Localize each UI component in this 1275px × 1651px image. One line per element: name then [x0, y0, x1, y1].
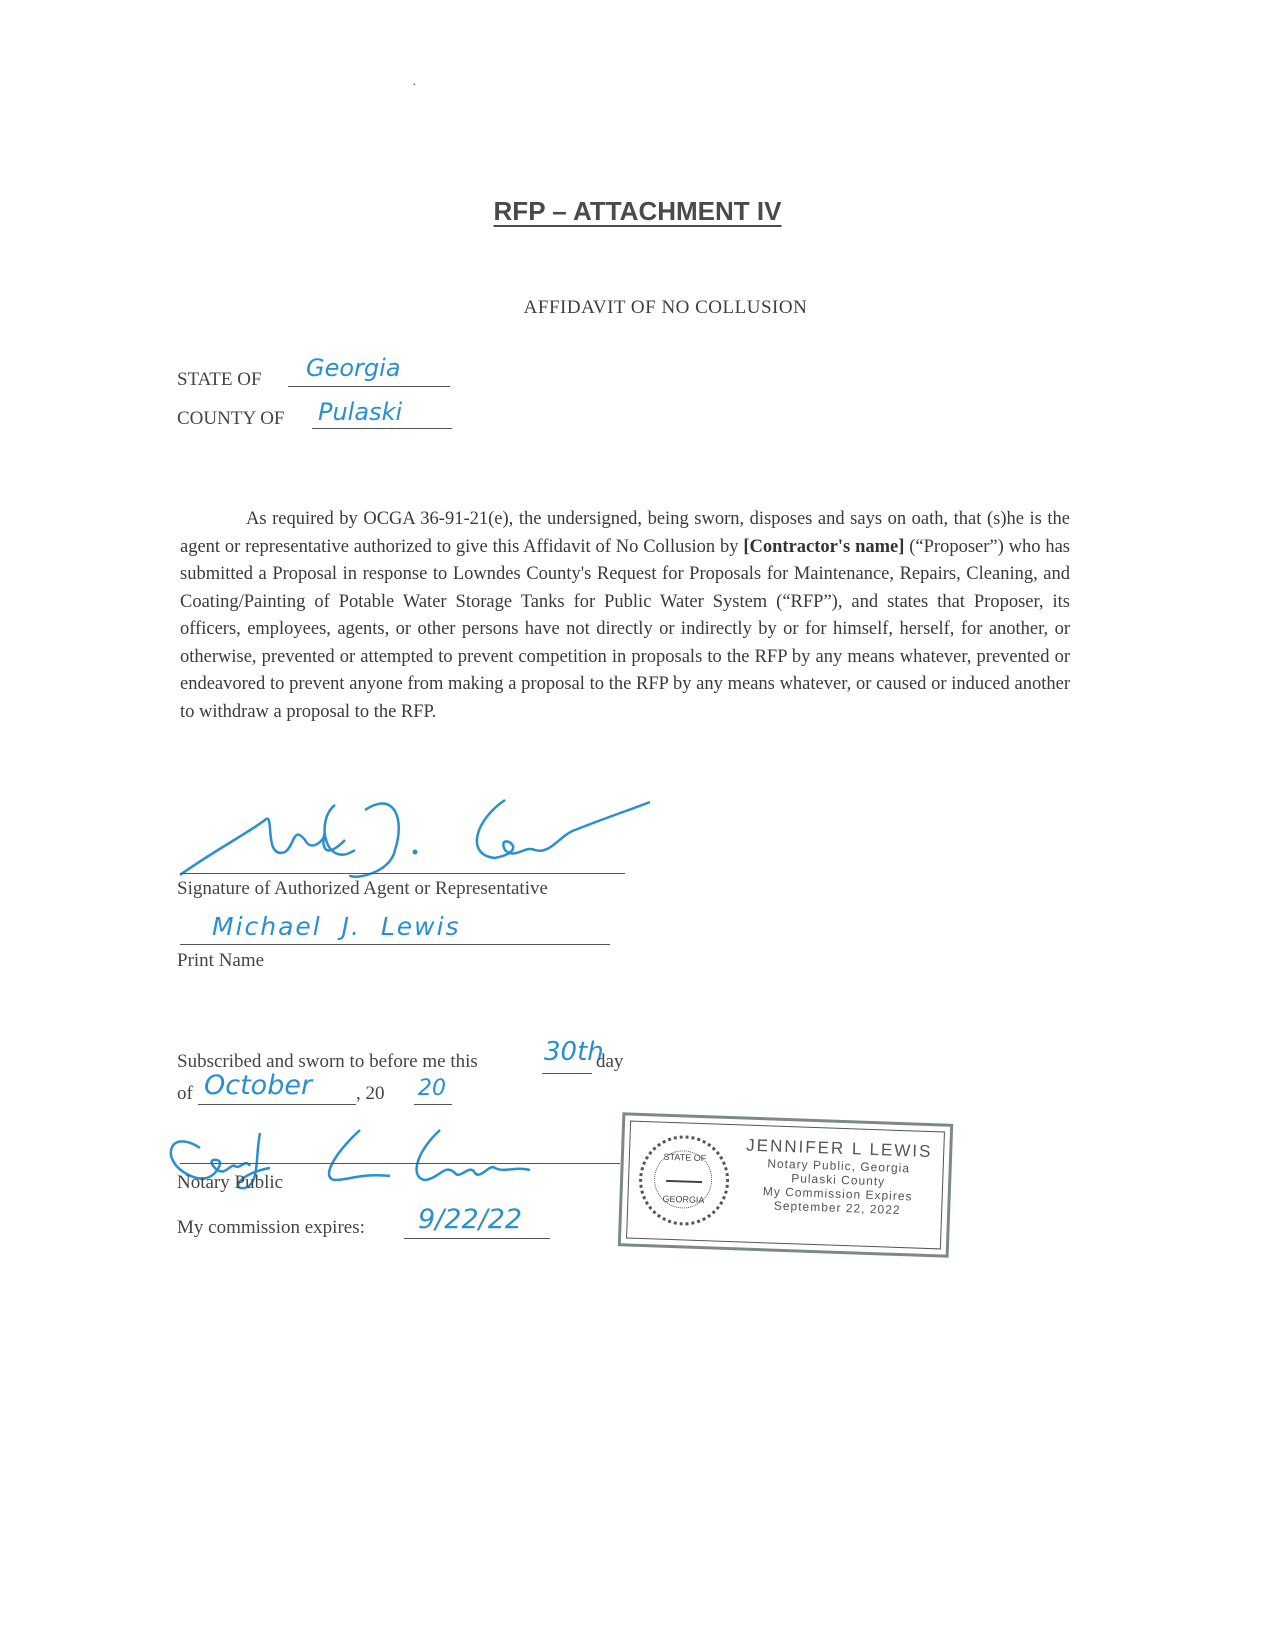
body-text-2: (“Proposer”) who has submitted a Proposal in response to Lowndes County's Request for Proposals for Maintenance, Repairs, Cleaning, and Coating/Painting of Potable Water Storage Tanks for Public Water System (“RFP”), and states that Proposer, its officers, employees, agents, or other persons have not directly or indirectly by or for himself, herself, for another, or otherwise, prevented or attempted to prevent competition in proposals to the RFP by any means whatever, prevented or endeavored to prevent anyone from making a proposal to the RFP by any means whatever, or caused or induced another to withdraw a proposal to the RFP.	[180, 536, 1070, 722]
stamp-line-1: Notary Public, Georgia	[767, 1156, 911, 1176]
expires-value: 9/22/22	[418, 1204, 523, 1235]
seal-bottom-text: GEORGIA	[662, 1193, 705, 1206]
stamp-line-2: Pulaski County	[790, 1171, 886, 1189]
expires-label: My commission expires:	[177, 1217, 365, 1238]
notary-signature-line[interactable]	[180, 1162, 620, 1164]
print-name-value: Michael J. Lewis	[212, 912, 461, 941]
month-value: October	[204, 1070, 313, 1101]
expires-field[interactable]	[404, 1204, 550, 1239]
notary-stamp	[618, 1112, 953, 1257]
sworn-text: Subscribed and sworn to before me this	[177, 1051, 478, 1072]
signature-line[interactable]	[180, 872, 625, 874]
month-field[interactable]	[198, 1070, 356, 1105]
seal-top-text: STATE OF	[663, 1151, 707, 1164]
county-value: Pulaski	[318, 398, 403, 426]
stamp-line-3: My Commission Expires	[762, 1184, 913, 1204]
county-label: COUNTY OF	[177, 408, 285, 429]
body-text-1: As required by OCGA 36-91-21(e), the undersigned, being sworn, disposes and says on oath, that (s)he is the agent or representative authorized to give this Affidavit of No Collusion by	[180, 509, 1070, 557]
document-subtitle: AFFIDAVIT OF NO COLLUSION	[523, 297, 808, 318]
year-value: 20	[418, 1076, 446, 1101]
contractor-name-placeholder: [Contractor's name]	[743, 536, 905, 557]
county-field[interactable]	[312, 398, 452, 429]
affidavit-body	[180, 506, 1070, 726]
year-field[interactable]	[414, 1076, 452, 1105]
signature-caption: Signature of Authorized Agent or Representative	[177, 878, 548, 899]
of-label: of	[177, 1083, 193, 1104]
stamp-line-4: September 22, 2022	[773, 1198, 901, 1218]
print-name-caption: Print Name	[177, 950, 265, 971]
stamp-name: JENNIFER L LEWIS	[745, 1135, 933, 1162]
notary-caption: Notary Public	[177, 1172, 284, 1193]
year-prefix: , 20	[356, 1083, 385, 1104]
document-title: RFP – ATTACHMENT IV	[493, 196, 782, 226]
print-name-field[interactable]	[180, 912, 610, 945]
day-value: 30th	[544, 1037, 604, 1067]
state-label: STATE OF	[177, 369, 262, 390]
day-suffix: day	[596, 1051, 624, 1072]
state-value: Georgia	[306, 354, 401, 382]
notary-seal-icon	[638, 1134, 731, 1227]
state-field[interactable]	[288, 354, 450, 387]
stray-mark: ·	[412, 78, 417, 93]
day-field[interactable]	[542, 1037, 604, 1074]
